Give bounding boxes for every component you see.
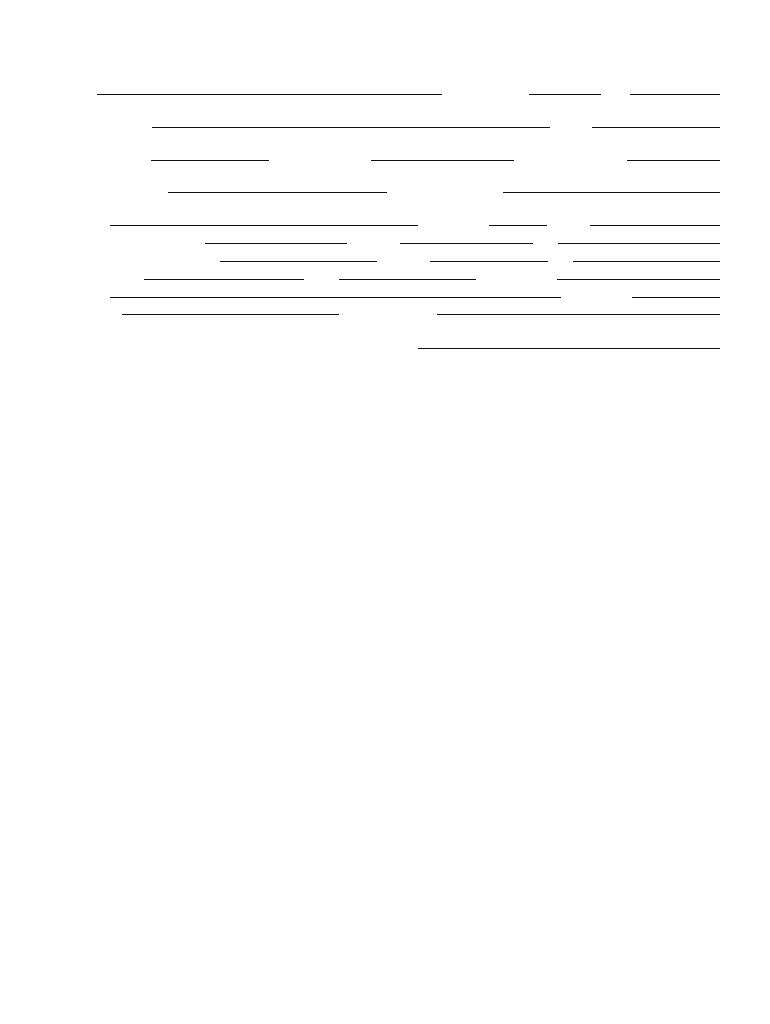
how-long-field[interactable]: [489, 225, 547, 226]
emergency-contact-field[interactable]: [168, 192, 387, 193]
employer-phone-field[interactable]: [590, 225, 720, 226]
employer-field[interactable]: [110, 225, 418, 226]
relationship-field[interactable]: [557, 279, 720, 280]
id1-field[interactable]: [558, 243, 720, 244]
insured-name-field[interactable]: [144, 279, 304, 280]
referred-by-field[interactable]: [122, 314, 339, 315]
sex-field[interactable]: [630, 94, 720, 95]
former-dentist-field[interactable]: [437, 314, 720, 315]
last-exam-field[interactable]: [418, 348, 720, 349]
secondary-insurance-field[interactable]: [220, 261, 377, 262]
ssn-field[interactable]: [151, 160, 269, 161]
patient-name-field[interactable]: [97, 94, 442, 95]
preferred-contact-field[interactable]: [627, 160, 720, 161]
insured-employer-field[interactable]: [110, 297, 561, 298]
responsible-party-field[interactable]: [503, 192, 720, 193]
email-field[interactable]: [371, 160, 514, 161]
group2-field[interactable]: [430, 261, 548, 262]
primary-insurance-field[interactable]: [205, 243, 347, 244]
insured-dob-field[interactable]: [339, 279, 476, 280]
group1-field[interactable]: [400, 243, 533, 244]
mailing-field[interactable]: [152, 127, 550, 128]
phone-field[interactable]: [592, 127, 720, 128]
dob-field[interactable]: [529, 94, 601, 95]
insured-how-long-field[interactable]: [632, 297, 720, 298]
id2-field[interactable]: [573, 261, 720, 262]
